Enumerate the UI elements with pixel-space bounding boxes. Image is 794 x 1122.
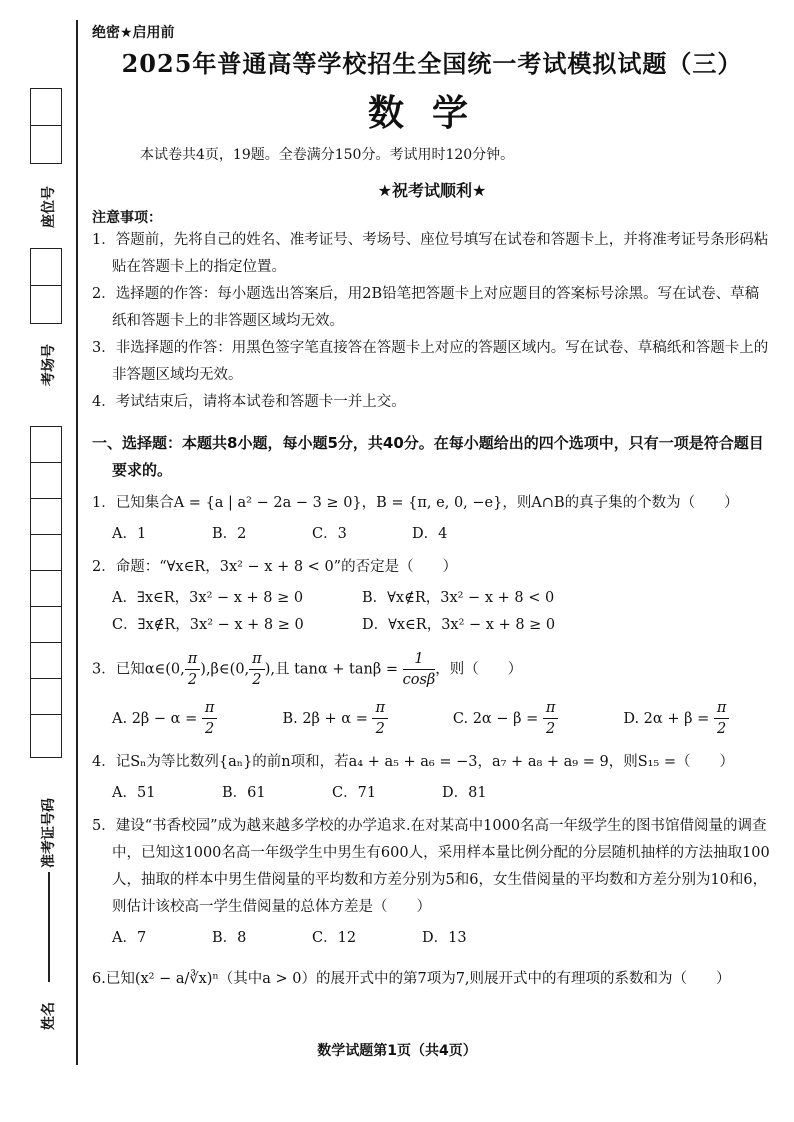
room-number-box[interactable] xyxy=(30,248,62,324)
question-2-options xyxy=(92,585,772,612)
option: A. 2β − α = $\frac{\pi}{2}$ xyxy=(112,698,282,739)
seat-label: 座位号 xyxy=(41,186,57,228)
room-label: 考场号 xyxy=(41,344,57,386)
option: C．∃x∉R，3x² − x + 8 ≥ 0 xyxy=(112,617,304,633)
binding-line xyxy=(76,20,78,1065)
question-2-options-row2 xyxy=(92,612,772,639)
notice-item: 1．答题前，先将自己的姓名、准考证号、考场号、座位号填写在试卷和答题卡上，并将准考证号条形码粘贴在答题卡上的指定位置。 xyxy=(92,232,769,275)
option: C. 2α − β = $\frac{\pi}{2}$ xyxy=(453,698,623,739)
option: A．7 xyxy=(112,930,147,946)
option: D．13 xyxy=(422,930,467,946)
option: A．51 xyxy=(112,785,156,801)
notice-item: 3．非选择题的作答：用黑色签字笔直接答在答题卡上对应的答题区域内。写在试卷、草稿纸和答题卡上的非答题区域均无效。 xyxy=(92,340,769,383)
confidential-mark: 绝密★启用前 xyxy=(92,25,175,41)
good-luck: ★祝考试顺利★ xyxy=(377,181,487,200)
question-3: 3．已知α∈(0, $\frac{\pi}{2}$ ),β∈(0, $\frac{\pi}{2}$ ),且 tanα + tanβ = $\frac{1}{\cos\beta}$ ，则（ ） xyxy=(92,651,523,688)
option: D. 2α + β = $\frac{\pi}{2}$ xyxy=(623,698,772,739)
notice-item: 2．选择题的作答：每小题选出答案后，用2B铅笔把答题卡上对应题目的答案标号涂黑。写在试卷、草稿纸和答题卡上的非答题区域均无效。 xyxy=(92,286,760,329)
question-4: 4．记Sₙ为等比数列{aₙ}的前n项和，若a₄ + a₅ + a₆ = −3，a₇ + a₈ + a₉ = 9，则S₁₅ =（ ） xyxy=(92,754,735,770)
ticket-label: 准考证号码 xyxy=(41,798,57,868)
question-5: 5．建设“书香校园”成为越来越多学校的办学追求.在对某高中1000名高一年级学生的图书馆借阅量的调查中，已知这1000名高一年级学生中男生有600人，采用样本量比例分配的分层随机抽样的方法抽取100人，抽取的样本中男生借阅量的平均数和方差分别为5和6，女生借阅量的平均数和方差分别为10和6，则估计该校高一学生借阅量的总体方差是（ ） xyxy=(92,818,770,915)
section-heading: 一、选择题：本题共8小题，每小题5分，共40分。在每小题给出的四个选项中，只有一项是符合题目要求的。 xyxy=(92,434,764,479)
option: D．∀x∈R，3x² − x + 8 ≥ 0 xyxy=(362,617,556,633)
question-1-options xyxy=(92,521,772,548)
page-footer: 数学试题第1页（共4页） xyxy=(317,1043,477,1059)
option: A．∃x∈R，3x² − x + 8 ≥ 0 xyxy=(112,590,304,606)
question-5-options xyxy=(92,925,772,952)
question-3-options xyxy=(92,698,772,739)
exam-page xyxy=(92,22,772,993)
option: C．71 xyxy=(332,785,377,801)
option: B．2 xyxy=(212,526,247,542)
notice-heading: 注意事项： xyxy=(92,210,162,226)
binding-margin xyxy=(0,0,76,1122)
exam-title: 2025年普通高等学校招生全国统一考试模拟试题（三） xyxy=(121,49,743,78)
name-underline[interactable] xyxy=(48,872,50,982)
question-6: 6.已知(x² − a/∛x)ⁿ（其中a > 0）的展开式中的第7项为7,则展开式中的有理项的系数和为（ ） xyxy=(92,971,731,987)
question-4-options xyxy=(92,780,772,807)
option: D．81 xyxy=(442,785,487,801)
question-2: 2．命题：“∀x∈R，3x² − x + 8 < 0”的否定是（ ） xyxy=(92,559,458,575)
name-label: 姓名 xyxy=(41,1002,57,1030)
option: B．8 xyxy=(212,930,247,946)
ticket-number-box[interactable] xyxy=(30,426,62,758)
question-1: 1．已知集合A = {a | a² − 2a − 3 ≥ 0}，B = {π, e, 0, −e}，则A∩B的真子集的个数为（ ） xyxy=(92,495,739,511)
notice-item: 4．考试结束后，请将本试卷和答题卡一并上交。 xyxy=(92,394,406,410)
seat-number-box[interactable] xyxy=(30,88,62,164)
option: A．1 xyxy=(112,526,147,542)
option: B．61 xyxy=(222,785,266,801)
option: C．3 xyxy=(312,526,347,542)
exam-info: 本试卷共4页，19题。全卷满分150分。考试用时120分钟。 xyxy=(140,147,515,163)
option: C．12 xyxy=(312,930,357,946)
option: B．∀x∉R，3x² − x + 8 < 0 xyxy=(362,590,555,606)
subject-title: 数学 xyxy=(367,92,496,134)
option: B. 2β + α = $\frac{\pi}{2}$ xyxy=(282,698,452,739)
option: D．4 xyxy=(412,526,448,542)
